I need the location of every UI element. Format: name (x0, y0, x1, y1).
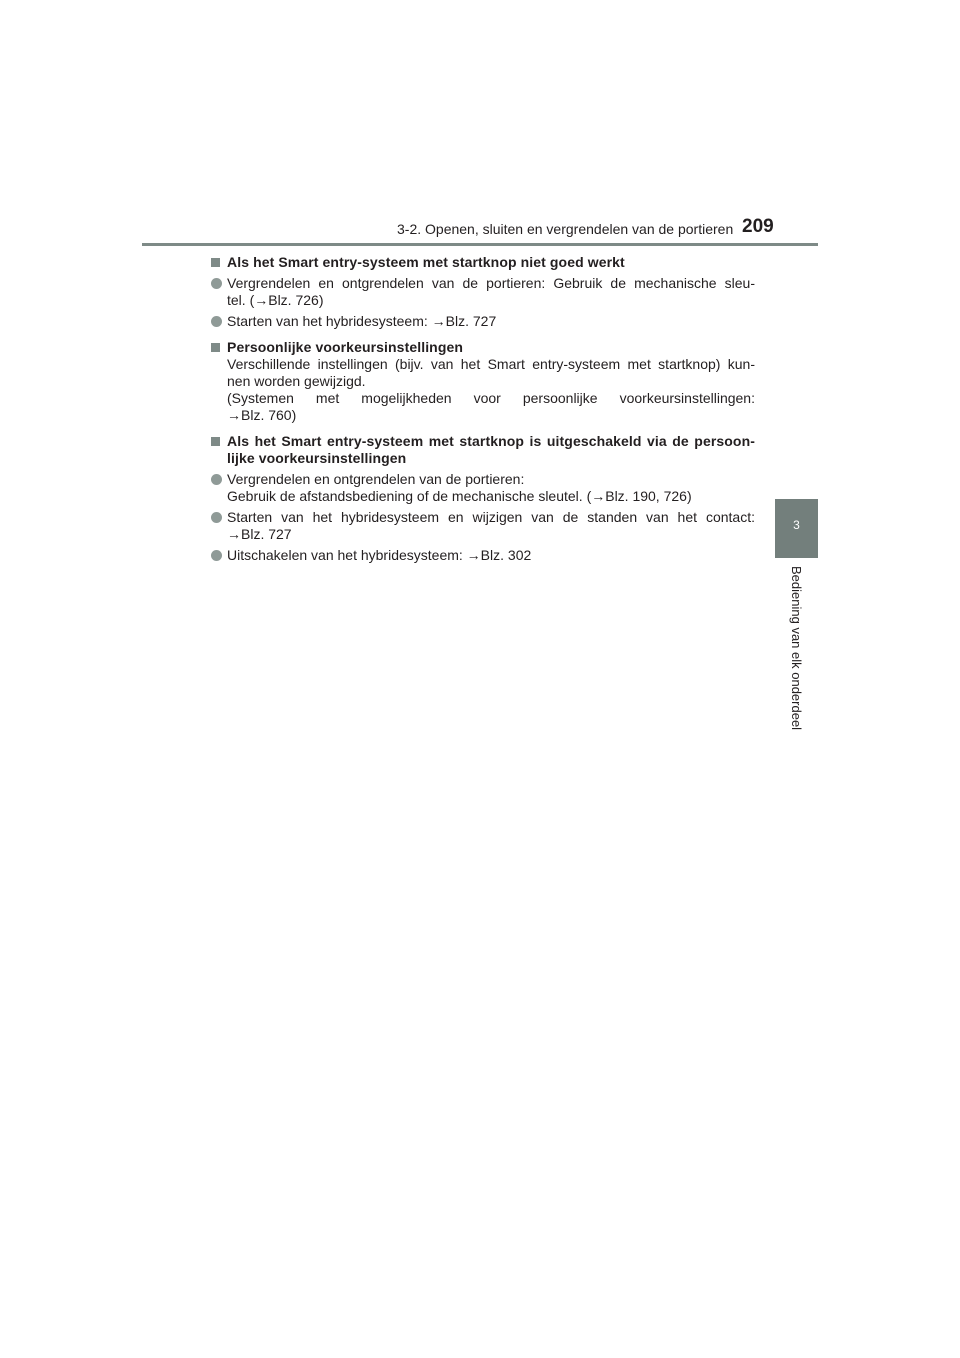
section-smart-entry-malfunction (210, 254, 755, 330)
chapter-number: 3 (793, 518, 800, 532)
square-bullet-icon (211, 437, 220, 446)
section-body (210, 356, 755, 424)
list-item-text: Starten van het hybridesysteem en wijzigen van de standen van het contact: (227, 509, 755, 525)
section-heading-text: Als het Smart entry-systeem met startknop niet goed werkt (227, 254, 625, 270)
list-item-text: Starten van het hybridesysteem: →Blz. 727 (227, 313, 497, 329)
header-rule (142, 243, 818, 246)
page-content (210, 254, 755, 569)
list-item-text: Vergrendelen en ontgrendelen van de portieren: Gebruik de mechanische sleu- (227, 275, 755, 291)
list-item-text: Uitschakelen van het hybridesysteem: →Blz. 302 (227, 547, 532, 563)
list-item-text: tel. (→Blz. 726) (227, 292, 324, 308)
body-text: →Blz. 760) (227, 407, 297, 423)
list-item (210, 313, 755, 330)
list-item (210, 547, 755, 564)
chapter-label: Bediening van elk onderdeel (789, 566, 804, 731)
list-item-text: →Blz. 727 (227, 526, 292, 542)
section-heading (210, 339, 755, 356)
round-bullet-icon (211, 512, 222, 523)
body-text: Verschillende instellingen (bijv. van het Smart entry-systeem met startknop) kun- (227, 356, 755, 372)
list-item (210, 509, 755, 543)
section-title: 3-2. Openen, sluiten en vergrendelen van de portieren (397, 221, 734, 237)
square-bullet-icon (211, 343, 220, 352)
list-item-text: Vergrendelen en ontgrendelen van de portieren: (227, 471, 525, 487)
section-heading-text: Persoonlijke voorkeursinstellingen (227, 339, 464, 355)
chapter-tab (775, 499, 818, 558)
round-bullet-icon (211, 278, 222, 289)
round-bullet-icon (211, 316, 222, 327)
section-personal-settings (210, 339, 755, 424)
round-bullet-icon (211, 474, 222, 485)
section-heading-text: lijke voorkeursinstellingen (227, 450, 407, 466)
section-heading (210, 433, 755, 467)
round-bullet-icon (211, 550, 222, 561)
body-text: (Systemen met mogelijkheden voor persoonlijke voorkeursinstellingen: (227, 390, 755, 406)
list-item (210, 275, 755, 309)
section-smart-entry-disabled (210, 433, 755, 564)
list-item (210, 471, 755, 505)
list-item-text: Gebruik de afstandsbediening of de mechanische sleutel. (→Blz. 190, 726) (227, 488, 692, 504)
section-heading (210, 254, 755, 271)
page-header (0, 0, 960, 250)
body-text: nen worden gewijzigd. (227, 373, 366, 389)
page-number: 209 (742, 216, 774, 237)
section-heading-text: Als het Smart entry-systeem met startknop is uitgeschakeld via de persoon- (227, 433, 755, 449)
square-bullet-icon (211, 258, 220, 267)
